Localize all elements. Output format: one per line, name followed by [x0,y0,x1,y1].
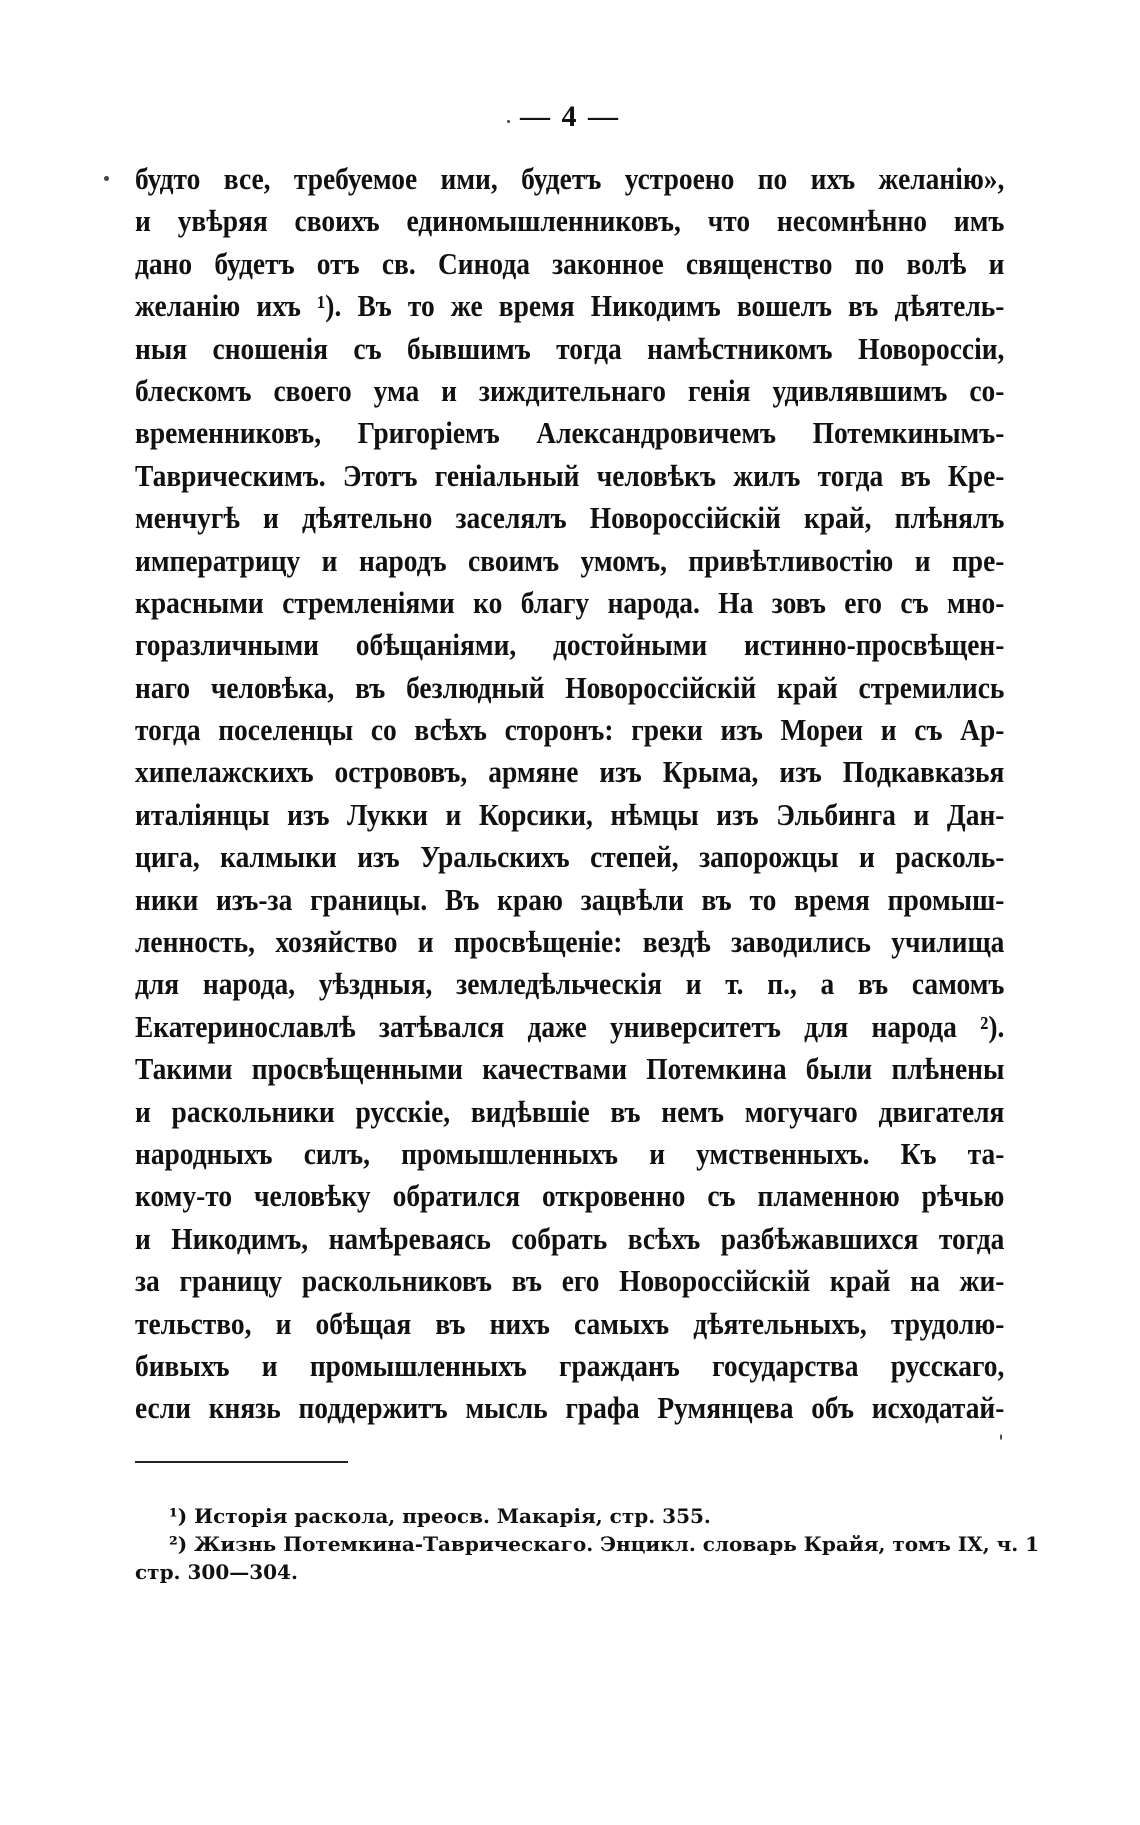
text-line: менчугѣ и дѣятельно заселялъ Новороссійскій край, плѣнялъ [135,501,1005,536]
text-line: кому-то человѣку обратился откровенно съ пламенною рѣчью [135,1179,1005,1214]
text-line: наго человѣка, въ безлюдный Новороссійскій край стремились [135,670,1005,705]
footnotes [135,1502,1040,1586]
text-line: если князь поддержитъ мысль графа Румянцева объ исходатай- [135,1391,1005,1426]
margin-speck [507,120,510,123]
text-line: блескомъ своего ума и зиждительнаго генія удивлявшимъ со- [135,373,1005,408]
text-line: и Никодимъ, намѣреваясь собрать всѣхъ разбѣжавшихся тогда [135,1221,1005,1256]
text-line: народныхъ силъ, промышленныхъ и умственныхъ. Къ та- [135,1136,1005,1171]
margin-speck [1000,1434,1002,1440]
text-line: Екатеринославлѣ затѣвался даже университетъ для народа ²). [135,1009,1005,1044]
text-line: тогда поселенцы со всѣхъ сторонъ: греки изъ Мореи и съ Ар- [135,713,1005,748]
text-line: горазличными обѣщаніями, достойными истинно-просвѣщен- [135,628,1005,663]
page-number: — 4 — [520,100,620,133]
text-line: ленность, хозяйство и просвѣщеніе: вездѣ заводились училища [135,925,1005,960]
text-line: ныя сношенія съ бывшимъ тогда намѣстникомъ Новороссіи, [135,331,1005,366]
text-line: италіянцы изъ Лукки и Корсики, нѣмцы изъ Эльбинга и Дан- [135,797,1005,832]
body-text [135,158,1005,1430]
text-line: для народа, уѣздныя, земледѣльческія и т. п., а въ самомъ [135,967,1005,1002]
text-line: хипелажскихъ острововъ, армяне изъ Крыма, изъ Подкавказья [135,755,1005,790]
text-line: и раскольники русскіе, видѣвшіе въ немъ могучаго двигателя [135,1094,1005,1129]
footnote-1: ¹) Исторія раскола, преосв. Макарія, стр. 355. [169,1504,711,1528]
text-line: красными стремленіями ко благу народа. На зовъ его съ мно- [135,585,1005,620]
text-line: будто все, требуемое ими, будетъ устроено по ихъ желанію», [135,162,1005,196]
text-line: дано будетъ отъ св. Синода законное священство по волѣ и [135,246,1005,281]
text-line: императрицу и народъ своимъ умомъ, привѣтливостію и пре- [135,543,1005,578]
text-line: тельство, и обѣщая въ нихъ самыхъ дѣятельныхъ, трудолю- [135,1306,1005,1341]
footnote-divider [135,1461,348,1463]
text-line: и увѣряя своихъ единомышленниковъ, что несомнѣнно имъ [135,204,1005,239]
text-line: ники изъ-за границы. Въ краю зацвѣли въ то время промыш- [135,882,1005,917]
text-line: Такими просвѣщенными качествами Потемкина были плѣнены [135,1052,1005,1087]
text-line: цига, калмыки изъ Уральскихъ степей, запорожцы и расколь- [135,840,1005,875]
text-line: Таврическимъ. Этотъ геніальный человѣкъ жилъ тогда въ Кре- [135,458,1005,493]
text-line: желанію ихъ ¹). Въ то же время Никодимъ вошелъ въ дѣятель- [135,289,1005,324]
text-line: за границу раскольниковъ въ его Новороссійскій край на жи- [135,1264,1005,1299]
text-line: бивыхъ и промышленныхъ гражданъ государства русскаго, [135,1348,1005,1383]
margin-speck [104,176,109,181]
text-line: временниковъ, Григоріемъ Александровичемъ Потемкинымъ- [135,416,1005,451]
footnote-2-line-1: ²) Жизнь Потемкина-Таврическаго. Энцикл. словарь Крайя, томъ IX, ч. 1 [169,1532,1040,1556]
footnote-2-line-2: стр. 300—304. [135,1560,298,1584]
